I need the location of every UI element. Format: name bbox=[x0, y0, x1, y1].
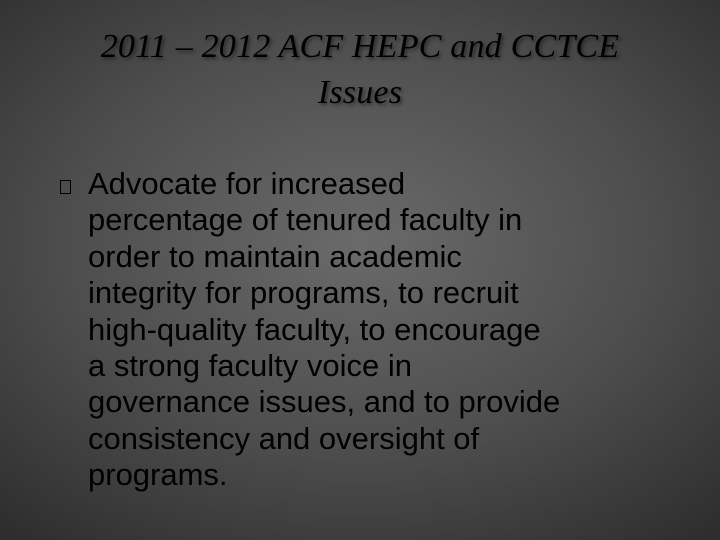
bullet-line: percentage of tenured faculty in bbox=[88, 202, 523, 238]
bullet-line: programs. bbox=[88, 457, 228, 493]
bullet-text bbox=[88, 166, 688, 494]
bullet-line: order to maintain academic bbox=[88, 238, 462, 274]
slide-title bbox=[40, 24, 680, 116]
bullet-line: Advocate for increased bbox=[88, 166, 406, 201]
bullet-line: integrity for programs, to recruit bbox=[88, 275, 519, 311]
bullet-line: governance issues, and to provide bbox=[88, 384, 561, 420]
bullet-line: a strong faculty voice in bbox=[88, 348, 412, 384]
bullet-line: high-quality faculty, to encourage bbox=[88, 311, 541, 347]
empty-square-bullet-icon bbox=[60, 180, 71, 194]
title-line-1: 2011 – 2012 ACF HEPC and CCTCE bbox=[100, 28, 620, 65]
title-line-2: Issues bbox=[317, 74, 403, 111]
bullet-line: consistency and oversight of bbox=[88, 420, 480, 456]
